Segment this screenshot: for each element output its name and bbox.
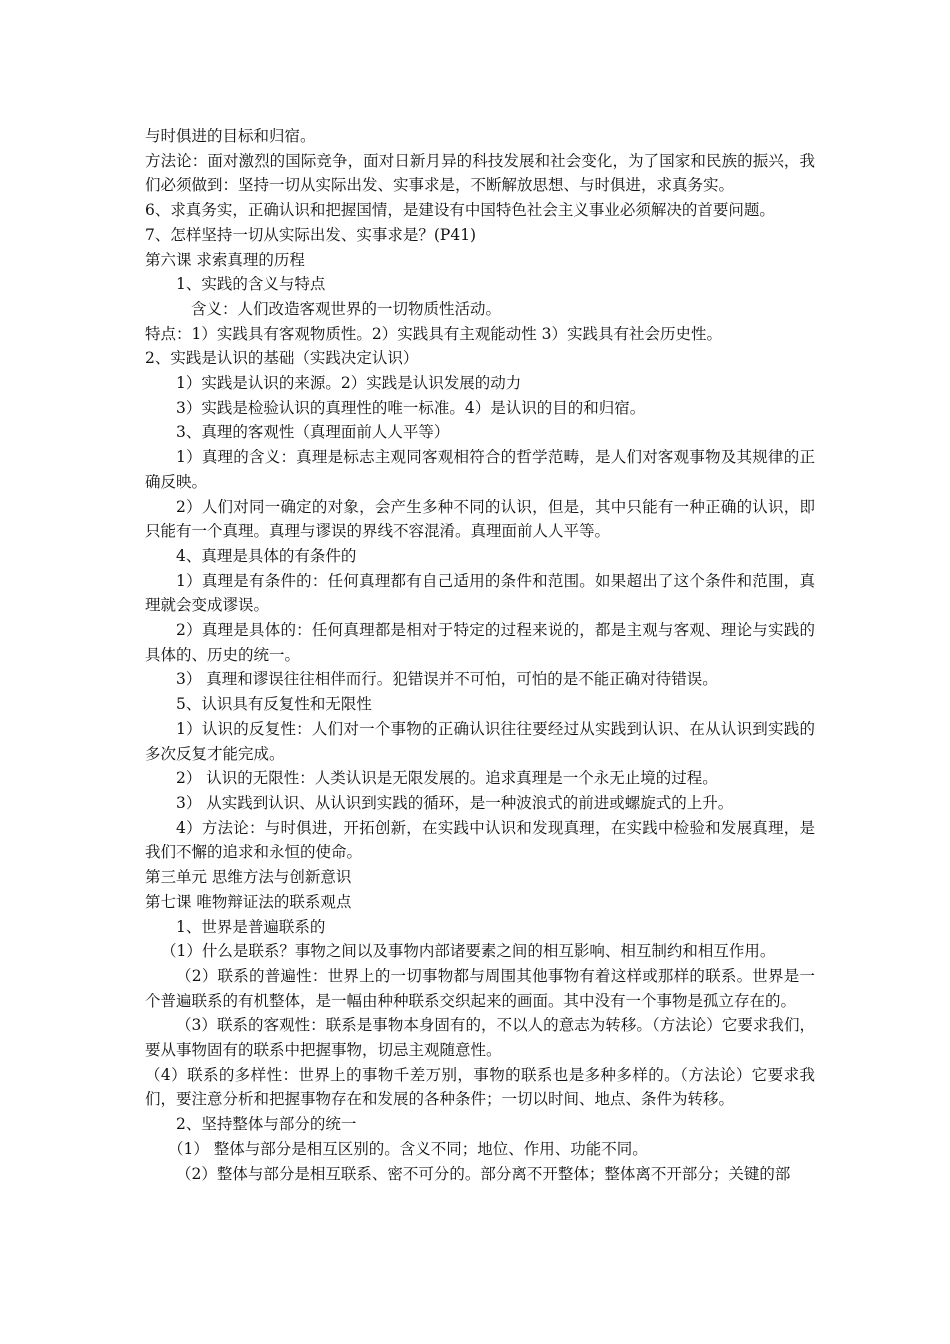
paragraph: 1）真理是有条件的：任何真理都有自己适用的条件和范围。如果超出了这个条件和范围，真理就会变成谬误。 — [145, 571, 815, 615]
document-body — [145, 124, 815, 1186]
text-line: 含义：人们改造客观世界的一切物质性活动。 — [191, 299, 502, 318]
section-heading: 1、实践的含义与特点 — [176, 275, 326, 294]
paragraph: 1）真理的含义：真理是标志主观同客观相符合的哲学范畴，是人们对客观事物及其规律的正确反映。 — [145, 448, 815, 491]
lesson-heading: 第六课 求索真理的历程 — [145, 250, 305, 269]
section-heading: 1、世界是普遍联系的 — [176, 917, 326, 936]
section-heading: 4、真理是具体的有条件的 — [176, 546, 357, 565]
text-line: 3） 真理和谬误往往相伴而行。犯错误并不可怕，可怕的是不能正确对待错误。 — [176, 670, 718, 689]
text-line: 7、怎样坚持一切从实际出发、实事求是？(P41) — [145, 225, 477, 244]
section-heading: 2、实践是认识的基础（实践决定认识） — [145, 349, 419, 368]
paragraph: 2）真理是具体的：任何真理都是相对于特定的过程来说的，都是主观与客观、理论与实践的具体的、历史的统一。 — [145, 621, 815, 664]
paragraph: 4）方法论：与时俱进，开拓创新，在实践中认识和发现真理，在实践中检验和发展真理，是我们不懈的追求和永恒的使命。 — [145, 818, 815, 862]
paragraph: 2）人们对同一确定的对象，会产生多种不同的认识，但是，其中只能有一种正确的认识，即只能有一个真理。真理与谬误的界线不容混淆。真理面前人人平等。 — [145, 497, 815, 541]
text-line: 特点：1）实践具有客观物质性。2）实践具有主观能动性 3）实践具有社会历史性。 — [145, 324, 723, 343]
text-line: （2）整体与部分是相互联系、密不可分的。部分离不开整体；整体离不开部分；关键的部 — [176, 1164, 791, 1183]
paragraph: （3）联系的客观性：联系是事物本身固有的，不以人的意志为转移。（方法论）它要求我们，要从事物固有的联系中把握事物，切忌主观随意性。 — [145, 1016, 815, 1060]
text-line: 与时俱进的目标和归宿。 — [145, 127, 316, 145]
paragraph-methodology: 方法论：面对激烈的国际竞争，面对日新月异的科技发展和社会变化，为了国家和民族的振兴，我们必须做到：坚持一切从实际出发、实事求是，不断解放思想、与时俱进，求真务实。 — [145, 151, 815, 195]
section-heading: 3、真理的客观性（真理面前人人平等） — [176, 423, 450, 442]
lesson-heading: 第七课 唯物辩证法的联系观点 — [145, 892, 352, 911]
text-line: 3） 从实践到认识、从认识到实践的循环，是一种波浪式的前进或螺旋式的上升。 — [176, 793, 734, 812]
paragraph: 1）认识的反复性：人们对一个事物的正确认识往往要经过从实践到认识、在从认识到实践的多次反复才能完成。 — [145, 719, 815, 763]
paragraph: （2）联系的普遍性：世界上的一切事物都与周围其他事物有着这样或那样的联系。世界是一个普遍联系的有机整体，是一幅由种种联系交织起来的画面。其中没有一个事物是孤立存在的。 — [145, 966, 815, 1010]
section-heading: 5、认识具有反复性和无限性 — [176, 695, 372, 714]
text-line: 3）实践是检验认识的真理性的唯一标准。4）是认识的目的和归宿。 — [176, 398, 646, 417]
unit-heading: 第三单元 思维方法与创新意识 — [145, 868, 352, 887]
text-line: 6、求真务实，正确认识和把握国情，是建设有中国特色社会主义事业必须解决的首要问题。 — [145, 201, 775, 220]
text-line: （1） 整体与部分是相互区别的。含义不同；地位、作用、功能不同。 — [168, 1139, 648, 1158]
section-heading: 2、坚持整体与部分的统一 — [176, 1115, 357, 1134]
paragraph: （4）联系的多样性：世界上的事物千差万别，事物的联系也是多种多样的。（方法论）它要求我们，要注意分析和把握事物存在和发展的各种条件；一切以时间、地点、条件为转移。 — [145, 1065, 815, 1109]
text-line: （1）什么是联系？事物之间以及事物内部诸要素之间的相互影响、相互制约和相互作用。 — [161, 942, 776, 961]
text-line: 1）实践是认识的来源。2）实践是认识发展的动力 — [176, 374, 522, 393]
text-line: 2） 认识的无限性：人类认识是无限发展的。追求真理是一个永无止境的过程。 — [176, 769, 718, 788]
